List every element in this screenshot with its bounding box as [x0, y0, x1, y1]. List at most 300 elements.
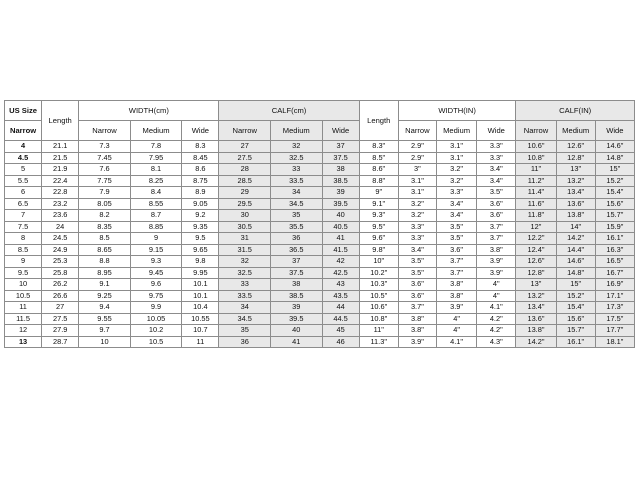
- table-cell: 14.6": [595, 141, 634, 153]
- table-cell: 10.05: [130, 313, 182, 325]
- table-cell: 7.3: [79, 141, 131, 153]
- table-cell: 28: [219, 164, 271, 176]
- table-cell: 31: [219, 233, 271, 245]
- table-cell: 27: [42, 302, 79, 314]
- narrow-header: Narrow: [5, 121, 42, 141]
- table-row: [5, 210, 635, 222]
- table-cell: 11.2": [516, 175, 556, 187]
- table-cell: 13.4": [556, 187, 595, 199]
- table-cell: 22.8: [42, 187, 79, 199]
- table-cell: 4": [477, 279, 516, 291]
- table-cell: 3.2": [436, 164, 476, 176]
- table-cell: 45: [322, 325, 359, 337]
- table-cell: 8.5: [79, 233, 131, 245]
- table-cell: 29: [219, 187, 271, 199]
- table-cell: 13.8": [556, 210, 595, 222]
- table-row: [5, 290, 635, 302]
- table-cell: 13.6": [516, 313, 556, 325]
- table-cell: 13": [556, 164, 595, 176]
- table-cell: 3.8": [436, 290, 476, 302]
- table-cell: 37: [322, 141, 359, 153]
- table-row: [5, 175, 635, 187]
- table-cell: 3.7": [398, 302, 436, 314]
- table-cell: 4": [436, 325, 476, 337]
- table-cell: 14.2": [516, 336, 556, 348]
- table-cell: 3.4": [436, 198, 476, 210]
- table-row: [5, 267, 635, 279]
- table-cell: 15.2": [595, 175, 634, 187]
- table-cell: 9.05: [182, 198, 219, 210]
- table-cell: 38: [270, 279, 322, 291]
- table-cell: 37: [270, 256, 322, 268]
- table-cell: 3.4": [398, 244, 436, 256]
- table-cell: 7.75: [79, 175, 131, 187]
- table-cell: 10.1: [182, 290, 219, 302]
- table-cell: 27.5: [219, 152, 271, 164]
- table-cell: 4.1": [477, 302, 516, 314]
- table-row: [5, 221, 635, 233]
- table-cell: 42.5: [322, 267, 359, 279]
- table-cell: 15.4": [595, 187, 634, 199]
- table-cell: 8.25: [130, 175, 182, 187]
- table-cell: 16.5": [595, 256, 634, 268]
- table-cell: 14.2": [556, 233, 595, 245]
- table-cell: 25.8: [42, 267, 79, 279]
- table-row: [5, 325, 635, 337]
- table-cell: 9.3: [130, 256, 182, 268]
- table-cell: 14": [556, 221, 595, 233]
- sub-header: Medium: [130, 121, 182, 141]
- table-row: [5, 233, 635, 245]
- table-cell: 8.5": [359, 152, 398, 164]
- table-cell: 15.7": [556, 325, 595, 337]
- table-cell: 7.8: [130, 141, 182, 153]
- table-cell: 15.6": [556, 313, 595, 325]
- table-cell: 8.65: [79, 244, 131, 256]
- table-cell: 32: [219, 256, 271, 268]
- table-cell: 24.9: [42, 244, 79, 256]
- table-cell: 4.3": [477, 336, 516, 348]
- table-cell: 14.4": [556, 244, 595, 256]
- table-cell: 10.6": [359, 302, 398, 314]
- table-cell: 11.4": [516, 187, 556, 199]
- table-cell: 3.1": [398, 187, 436, 199]
- table-cell: 36: [270, 233, 322, 245]
- table-cell: 13.4": [516, 302, 556, 314]
- table-cell: 2.9": [398, 152, 436, 164]
- table-cell: 3.2": [398, 210, 436, 222]
- calf-in-header: CALF(IN): [516, 101, 635, 121]
- size-cell: 12: [5, 325, 42, 337]
- table-cell: 12.6": [516, 256, 556, 268]
- table-cell: 3.1": [436, 141, 476, 153]
- table-cell: 27.9: [42, 325, 79, 337]
- table-cell: 9.8: [182, 256, 219, 268]
- table-cell: 13.2": [516, 290, 556, 302]
- table-cell: 29.5: [219, 198, 271, 210]
- table-cell: 30.5: [219, 221, 271, 233]
- table-cell: 30: [219, 210, 271, 222]
- table-cell: 34: [219, 302, 271, 314]
- table-cell: 3.9": [477, 267, 516, 279]
- table-cell: 9.25: [79, 290, 131, 302]
- table-cell: 9.2: [182, 210, 219, 222]
- table-cell: 39: [270, 302, 322, 314]
- table-cell: 37.5: [322, 152, 359, 164]
- size-cell: 6.5: [5, 198, 42, 210]
- table-cell: 25.3: [42, 256, 79, 268]
- table-cell: 32: [270, 141, 322, 153]
- table-cell: 10.5: [130, 336, 182, 348]
- table-row: [5, 244, 635, 256]
- table-cell: 10.2": [359, 267, 398, 279]
- table-cell: 15.2": [556, 290, 595, 302]
- table-cell: 10.55: [182, 313, 219, 325]
- sub-header: Wide: [595, 121, 634, 141]
- table-cell: 21.9: [42, 164, 79, 176]
- size-cell: 7.5: [5, 221, 42, 233]
- table-cell: 35: [270, 210, 322, 222]
- table-cell: 24.5: [42, 233, 79, 245]
- size-cell: 10.5: [5, 290, 42, 302]
- table-cell: 3.8": [477, 244, 516, 256]
- table-cell: 28.5: [219, 175, 271, 187]
- table-cell: 13.8": [516, 325, 556, 337]
- sub-header: Wide: [322, 121, 359, 141]
- table-cell: 3.6": [477, 198, 516, 210]
- table-cell: 34.5: [219, 313, 271, 325]
- table-cell: 16.7": [595, 267, 634, 279]
- table-cell: 3.3": [477, 152, 516, 164]
- table-cell: 3.5": [436, 221, 476, 233]
- table-cell: 17.7": [595, 325, 634, 337]
- table-cell: 23.6: [42, 210, 79, 222]
- table-cell: 3.5": [398, 267, 436, 279]
- table-cell: 8.95: [79, 267, 131, 279]
- size-cell: 10: [5, 279, 42, 291]
- table-cell: 10.5": [359, 290, 398, 302]
- table-cell: 11.8": [516, 210, 556, 222]
- table-cell: 44: [322, 302, 359, 314]
- table-cell: 24: [42, 221, 79, 233]
- table-cell: 17.1": [595, 290, 634, 302]
- table-cell: 3.9": [436, 302, 476, 314]
- table-cell: 12.4": [516, 244, 556, 256]
- table-cell: 10.1: [182, 279, 219, 291]
- size-cell: 5.5: [5, 175, 42, 187]
- table-cell: 8.3": [359, 141, 398, 153]
- table-cell: 15.7": [595, 210, 634, 222]
- sub-header: Narrow: [398, 121, 436, 141]
- table-row: [5, 279, 635, 291]
- table-cell: 4": [477, 290, 516, 302]
- table-cell: 7.95: [130, 152, 182, 164]
- width-in-header: WIDTH(IN): [398, 101, 516, 121]
- table-cell: 12": [516, 221, 556, 233]
- table-cell: 3.2": [436, 175, 476, 187]
- table-row: [5, 187, 635, 199]
- table-cell: 7.9: [79, 187, 131, 199]
- table-cell: 9.65: [182, 244, 219, 256]
- table-cell: 13.2": [556, 175, 595, 187]
- sub-header: Medium: [436, 121, 476, 141]
- table-cell: 3.1": [436, 152, 476, 164]
- table-cell: 46: [322, 336, 359, 348]
- size-cell: 9.5: [5, 267, 42, 279]
- table-cell: 39.5: [270, 313, 322, 325]
- table-cell: 18.1": [595, 336, 634, 348]
- table-cell: 4.1": [436, 336, 476, 348]
- table-cell: 8.8": [359, 175, 398, 187]
- table-cell: 40.5: [322, 221, 359, 233]
- table-cell: 9": [359, 187, 398, 199]
- table-row: [5, 164, 635, 176]
- table-cell: 9.15: [130, 244, 182, 256]
- table-cell: 3": [398, 164, 436, 176]
- table-cell: 3.4": [477, 164, 516, 176]
- table-cell: 10.8": [516, 152, 556, 164]
- table-cell: 15": [556, 279, 595, 291]
- table-cell: 8.85: [130, 221, 182, 233]
- table-cell: 44.5: [322, 313, 359, 325]
- table-cell: 3.9": [398, 336, 436, 348]
- table-cell: 3.2": [398, 198, 436, 210]
- table-cell: 13": [516, 279, 556, 291]
- table-cell: 14.6": [556, 256, 595, 268]
- table-cell: 38: [322, 164, 359, 176]
- calf-cm-header: CALF(cm): [219, 101, 359, 121]
- table-cell: 37.5: [270, 267, 322, 279]
- table-cell: 4": [436, 313, 476, 325]
- table-cell: 43: [322, 279, 359, 291]
- table-cell: 3.5": [398, 256, 436, 268]
- table-cell: 36.5: [270, 244, 322, 256]
- table-cell: 9.6": [359, 233, 398, 245]
- table-cell: 3.1": [398, 175, 436, 187]
- table-row: [5, 256, 635, 268]
- table-cell: 23.2: [42, 198, 79, 210]
- table-cell: 39: [322, 187, 359, 199]
- table-cell: 14.8": [595, 152, 634, 164]
- table-cell: 2.9": [398, 141, 436, 153]
- table-cell: 8.6": [359, 164, 398, 176]
- size-cell: 9: [5, 256, 42, 268]
- table-row: [5, 141, 635, 153]
- size-cell: 11: [5, 302, 42, 314]
- table-cell: 9.45: [130, 267, 182, 279]
- size-cell: 5: [5, 164, 42, 176]
- table-cell: 3.6": [477, 210, 516, 222]
- table-cell: 9.6: [130, 279, 182, 291]
- table-cell: 3.5": [436, 233, 476, 245]
- table-cell: 8.4: [130, 187, 182, 199]
- table-cell: 34.5: [270, 198, 322, 210]
- table-cell: 12.2": [516, 233, 556, 245]
- table-cell: 16.9": [595, 279, 634, 291]
- table-cell: 9.1": [359, 198, 398, 210]
- size-chart-table: [4, 100, 635, 348]
- size-cell: 13: [5, 336, 42, 348]
- table-cell: 11": [359, 325, 398, 337]
- table-cell: 15.9": [595, 221, 634, 233]
- table-cell: 12.8": [556, 152, 595, 164]
- table-cell: 3.7": [436, 267, 476, 279]
- table-cell: 3.7": [477, 233, 516, 245]
- table-cell: 8.05: [79, 198, 131, 210]
- size-cell: 8.5: [5, 244, 42, 256]
- table-cell: 10.2: [130, 325, 182, 337]
- table-cell: 9.4: [79, 302, 131, 314]
- table-cell: 3.8": [436, 279, 476, 291]
- table-cell: 36: [219, 336, 271, 348]
- table-cell: 26.2: [42, 279, 79, 291]
- table-cell: 10.6": [516, 141, 556, 153]
- table-cell: 11.6": [516, 198, 556, 210]
- table-cell: 41: [270, 336, 322, 348]
- table-cell: 11.3": [359, 336, 398, 348]
- sub-header: Wide: [182, 121, 219, 141]
- table-cell: 13.6": [556, 198, 595, 210]
- table-cell: 9.95: [182, 267, 219, 279]
- table-cell: 3.6": [398, 279, 436, 291]
- table-cell: 3.5": [477, 187, 516, 199]
- table-cell: 40: [322, 210, 359, 222]
- table-cell: 8.9: [182, 187, 219, 199]
- table-row: [5, 198, 635, 210]
- size-cell: 11.5: [5, 313, 42, 325]
- table-cell: 22.4: [42, 175, 79, 187]
- table-cell: 9.35: [182, 221, 219, 233]
- table-cell: 33: [219, 279, 271, 291]
- table-cell: 33.5: [270, 175, 322, 187]
- table-cell: 8.45: [182, 152, 219, 164]
- size-cell: 7: [5, 210, 42, 222]
- table-cell: 3.4": [477, 175, 516, 187]
- table-cell: 3.6": [436, 244, 476, 256]
- table-cell: 41: [322, 233, 359, 245]
- table-cell: 10.4: [182, 302, 219, 314]
- table-cell: 14.8": [556, 267, 595, 279]
- table-cell: 11: [182, 336, 219, 348]
- table-cell: 11": [516, 164, 556, 176]
- table-cell: 8.3: [182, 141, 219, 153]
- table-cell: 7.45: [79, 152, 131, 164]
- table-cell: 9.8": [359, 244, 398, 256]
- table-cell: 3.3": [398, 221, 436, 233]
- sub-header: Narrow: [219, 121, 271, 141]
- table-cell: 3.3": [436, 187, 476, 199]
- table-cell: 9: [130, 233, 182, 245]
- table-cell: 9.1: [79, 279, 131, 291]
- table-cell: 8.35: [79, 221, 131, 233]
- table-cell: 17.5": [595, 313, 634, 325]
- table-cell: 8.75: [182, 175, 219, 187]
- table-cell: 3.8": [398, 313, 436, 325]
- table-cell: 35: [219, 325, 271, 337]
- table-cell: 41.5: [322, 244, 359, 256]
- table-cell: 3.7": [436, 256, 476, 268]
- table-cell: 33.5: [219, 290, 271, 302]
- table-cell: 38.5: [322, 175, 359, 187]
- table-cell: 27: [219, 141, 271, 153]
- sub-header: Medium: [556, 121, 595, 141]
- table-cell: 12.6": [556, 141, 595, 153]
- table-cell: 8.55: [130, 198, 182, 210]
- sub-header: Narrow: [516, 121, 556, 141]
- header-row-2: [5, 121, 635, 141]
- table-cell: 3.8": [398, 325, 436, 337]
- size-cell: 8: [5, 233, 42, 245]
- length-in-header: Length: [359, 101, 398, 141]
- table-cell: 16.1": [556, 336, 595, 348]
- sub-header: Narrow: [79, 121, 131, 141]
- table-cell: 15.6": [595, 198, 634, 210]
- table-cell: 9.5": [359, 221, 398, 233]
- table-cell: 8.2: [79, 210, 131, 222]
- table-cell: 10.8": [359, 313, 398, 325]
- table-cell: 28.7: [42, 336, 79, 348]
- table-cell: 3.6": [398, 290, 436, 302]
- table-cell: 8.8: [79, 256, 131, 268]
- table-cell: 27.5: [42, 313, 79, 325]
- table-cell: 40: [270, 325, 322, 337]
- length-cm-header: Length: [42, 101, 79, 141]
- table-cell: 9.5: [182, 233, 219, 245]
- table-cell: 9.3": [359, 210, 398, 222]
- table-cell: 10: [79, 336, 131, 348]
- table-cell: 3.9": [477, 256, 516, 268]
- table-cell: 33: [270, 164, 322, 176]
- size-cell: 4.5: [5, 152, 42, 164]
- table-cell: 3.4": [436, 210, 476, 222]
- table-cell: 3.7": [477, 221, 516, 233]
- table-cell: 3.3": [477, 141, 516, 153]
- table-cell: 8.1: [130, 164, 182, 176]
- table-cell: 15": [595, 164, 634, 176]
- table-cell: 42: [322, 256, 359, 268]
- header-row-1: [5, 101, 635, 121]
- table-cell: 16.3": [595, 244, 634, 256]
- size-cell: 6: [5, 187, 42, 199]
- table-cell: 39.5: [322, 198, 359, 210]
- table-cell: 34: [270, 187, 322, 199]
- table-cell: 32.5: [270, 152, 322, 164]
- table-cell: 12.8": [516, 267, 556, 279]
- table-cell: 32.5: [219, 267, 271, 279]
- table-cell: 10.7: [182, 325, 219, 337]
- table-cell: 10": [359, 256, 398, 268]
- width-cm-header: WIDTH(cm): [79, 101, 219, 121]
- table-cell: 4.2": [477, 313, 516, 325]
- table-row: [5, 302, 635, 314]
- sub-header: Wide: [477, 121, 516, 141]
- table-cell: 9.7: [79, 325, 131, 337]
- table-cell: 9.55: [79, 313, 131, 325]
- us-size-header: US Size: [5, 101, 42, 121]
- table-cell: 8.6: [182, 164, 219, 176]
- table-cell: 35.5: [270, 221, 322, 233]
- table-cell: 3.3": [398, 233, 436, 245]
- table-cell: 8.7: [130, 210, 182, 222]
- table-cell: 15.4": [556, 302, 595, 314]
- table-cell: 4.2": [477, 325, 516, 337]
- table-row: [5, 152, 635, 164]
- table-cell: 31.5: [219, 244, 271, 256]
- table-row: [5, 336, 635, 348]
- size-cell: 4: [5, 141, 42, 153]
- table-cell: 10.3": [359, 279, 398, 291]
- table-cell: 38.5: [270, 290, 322, 302]
